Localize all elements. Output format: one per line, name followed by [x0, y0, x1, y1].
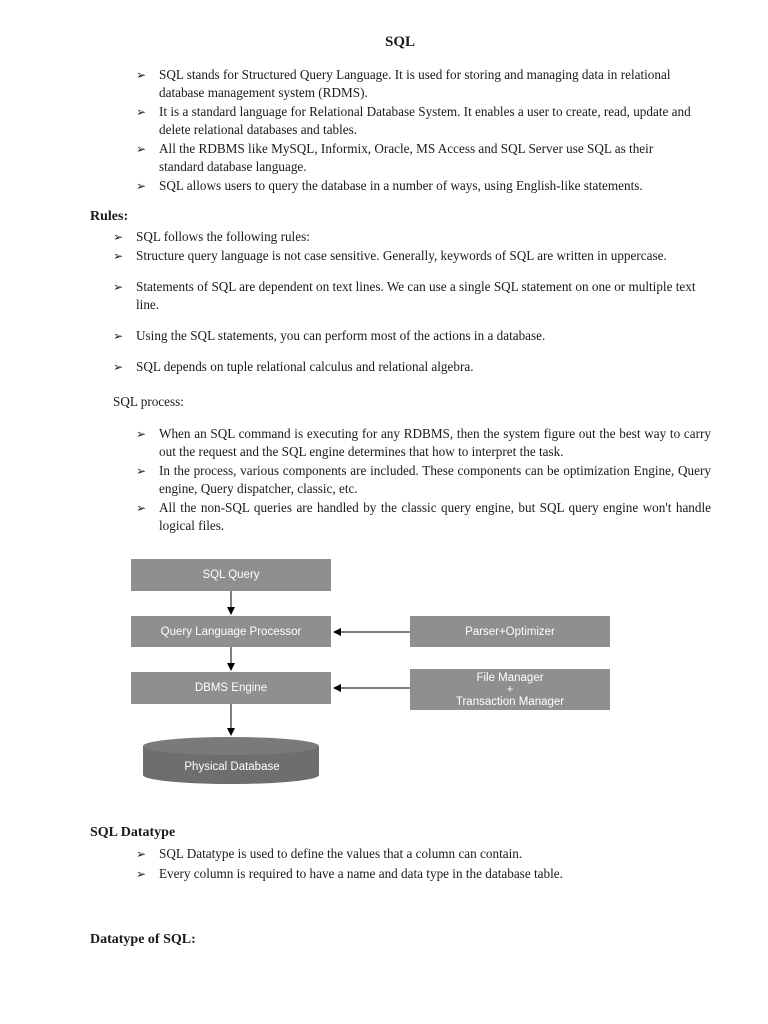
- list-item: ➢ All the non-SQL queries are handled by the classic query engine, but SQL query engine won't handle logical files.: [136, 500, 711, 533]
- list-item: ➢ It is a standard language for Relational Database System. It enables a user to create, read, update and delete relational databases and tables.: [136, 104, 691, 137]
- plus-label: +: [506, 683, 514, 696]
- arrow-bullet-icon: ➢: [113, 360, 124, 374]
- datatype-bullet-list: [136, 845, 696, 883]
- arrow-bullet-icon: ➢: [136, 847, 147, 861]
- sql-process-label: SQL process:: [113, 394, 184, 409]
- query-language-processor-label: Query Language Processor: [160, 625, 302, 638]
- arrow-bullet-icon: ➢: [113, 230, 124, 244]
- list-item: ➢ Every column is required to have a name and data type in the database table.: [136, 866, 563, 881]
- list-item: ➢ When an SQL command is executing for any RDBMS, then the system figure out the best way to carry out the request and the SQL engine determines that how to interpret the task.: [136, 426, 711, 459]
- arrow-bullet-icon: ➢: [136, 427, 147, 441]
- list-item: ➢ SQL Datatype is used to define the values that a column can contain.: [136, 846, 523, 861]
- list-item: ➢ Statements of SQL are dependent on text lines. We can use a single SQL statement on one or multiple text line.: [113, 279, 696, 312]
- list-item: ➢ SQL depends on tuple relational calculus and relational algebra.: [113, 359, 474, 374]
- arrow-bullet-icon: ➢: [136, 464, 147, 478]
- file-transaction-manager-box: [410, 669, 610, 710]
- page-title: SQL: [384, 34, 415, 50]
- dbms-engine-label: DBMS Engine: [194, 682, 268, 694]
- rules-heading: Rules:: [90, 209, 129, 224]
- query-language-processor-box: [131, 616, 331, 647]
- arrow-bullet-icon: ➢: [136, 867, 147, 881]
- list-item: ➢ Using the SQL statements, you can perform most of the actions in a database.: [113, 328, 546, 343]
- arrow-bullet-icon: ➢: [113, 280, 124, 294]
- arrow-bullet-icon: ➢: [113, 329, 124, 343]
- list-item: ➢ All the RDBMS like MySQL, Informix, Oracle, MS Access and SQL Server use SQL as their standard database language.: [136, 141, 654, 174]
- arrow-bullet-icon: ➢: [136, 68, 147, 82]
- list-item: ➢ In the process, various components are included. These components can be optimization Engine, Query engine, Query dispatcher, classic, etc.: [136, 463, 711, 496]
- list-item: ➢ Structure query language is not case sensitive. Generally, keywords of SQL are written in uppercase.: [113, 248, 667, 263]
- list-item: ➢ SQL stands for Structured Query Language. It is used for storing and managing data in relational database management system (RDMS).: [136, 67, 671, 100]
- transaction-manager-label: Transaction Manager: [455, 695, 565, 708]
- arrow-bullet-icon: ➢: [136, 179, 147, 193]
- datatype-of-sql-heading: Datatype of SQL:: [90, 932, 196, 947]
- arrow-bullet-icon: ➢: [136, 105, 147, 119]
- file-manager-label: File Manager: [476, 671, 544, 684]
- physical-database-cylinder: [143, 737, 319, 784]
- sql-query-label: SQL Query: [202, 569, 260, 581]
- arrow-bullet-icon: ➢: [136, 501, 147, 515]
- parser-optimizer-box: [410, 616, 610, 647]
- arrow-bullet-icon: ➢: [136, 142, 147, 156]
- list-item: ➢ SQL follows the following rules:: [113, 229, 310, 244]
- dbms-engine-box: [131, 672, 331, 704]
- arrow-bullet-icon: ➢: [113, 249, 124, 263]
- sql-datatype-heading: SQL Datatype: [90, 825, 176, 840]
- physical-database-label: Physical Database: [184, 761, 280, 773]
- list-item: ➢ SQL allows users to query the database in a number of ways, using English-like statements.: [136, 178, 643, 193]
- parser-optimizer-label: Parser+Optimizer: [465, 625, 555, 638]
- sql-query-box: [131, 559, 331, 591]
